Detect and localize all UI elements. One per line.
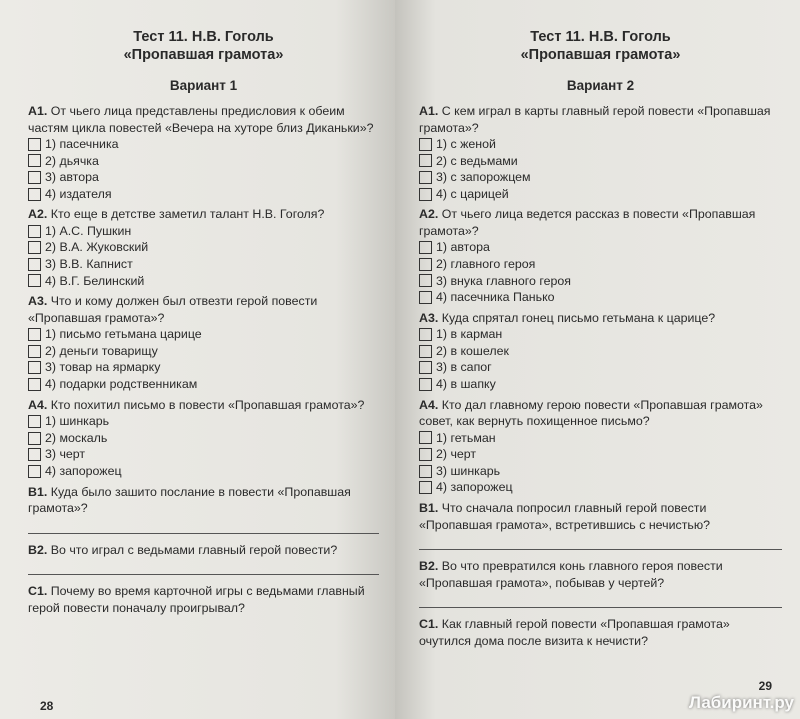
variant-heading: Вариант 2: [566, 78, 635, 93]
answer-option[interactable]: [28, 223, 379, 240]
option-label: 3) автора: [45, 170, 99, 185]
option-label: 1) пасечника: [45, 137, 119, 151]
test-title: Тест 11. Н.В. Гоголь: [133, 29, 274, 45]
answer-options: [419, 136, 782, 202]
checkbox[interactable]: [419, 448, 432, 461]
option-label: 2) деньги товарищу: [45, 343, 158, 358]
option-label: 2) главного героя: [436, 256, 536, 271]
option-label: 4) запорожец: [436, 480, 513, 495]
option-label: 2) черт: [436, 447, 477, 462]
question-number: A3.: [28, 294, 48, 309]
checkbox[interactable]: [28, 274, 41, 287]
question-body: Как главный герой повести «Пропавшая грамота» очутился дома после визита к нечисти?: [419, 617, 730, 648]
test-title: Тест 11. Н.В. Гоголь: [530, 29, 671, 45]
checkbox[interactable]: [28, 465, 41, 478]
question-number: A2.: [419, 207, 439, 222]
question-text: [419, 206, 782, 239]
option-label: 3) в сапог: [436, 360, 492, 375]
checkbox[interactable]: [28, 448, 41, 461]
open-question: [419, 558, 782, 591]
answer-option[interactable]: [419, 136, 782, 153]
question-text: [419, 397, 782, 430]
open-question: [419, 616, 782, 649]
question-number: B1.: [28, 484, 48, 499]
option-label: 1) письмо гетьмана царице: [45, 327, 202, 342]
checkbox[interactable]: [419, 328, 432, 341]
question-list: [28, 103, 379, 616]
answer-option[interactable]: [28, 273, 379, 290]
option-label: 4) с царицей: [436, 186, 509, 201]
answer-option[interactable]: [28, 463, 379, 480]
checkbox[interactable]: [419, 171, 432, 184]
option-label: 4) запорожец: [45, 463, 122, 478]
option-label: 4) В.Г. Белинский: [45, 273, 145, 288]
checkbox[interactable]: [419, 291, 432, 304]
question-number: A1.: [419, 104, 439, 118]
option-label: 2) В.А. Жуковский: [45, 240, 149, 255]
question-body: Куда спрятал гонец письмо гетьмана к царице?: [441, 310, 716, 325]
answer-option[interactable]: [28, 413, 379, 430]
checkbox[interactable]: [419, 188, 432, 201]
option-label: 4) подарки родственникам: [45, 377, 198, 392]
question-text: [28, 293, 379, 326]
option-label: 3) внука главного героя: [436, 273, 572, 288]
answer-option[interactable]: [28, 343, 379, 360]
answer-option[interactable]: [28, 239, 379, 256]
open-question: [419, 500, 782, 533]
option-label: 2) москаль: [45, 430, 108, 445]
option-label: 1) шинкарь: [45, 414, 110, 429]
answer-option[interactable]: [419, 239, 782, 256]
page-number: 28: [40, 699, 54, 713]
option-label: 1) с женой: [436, 137, 496, 151]
option-label: 4) пасечника Панько: [436, 290, 555, 305]
option-label: 1) гетьман: [436, 430, 496, 445]
checkbox[interactable]: [28, 258, 41, 271]
question-text: [28, 397, 379, 414]
question-text: [419, 103, 782, 136]
checkbox[interactable]: [28, 415, 41, 428]
option-label: 1) А.С. Пушкин: [45, 223, 132, 238]
option-label: 1) в карман: [436, 327, 503, 342]
checkbox[interactable]: [419, 431, 432, 444]
checkbox[interactable]: [28, 171, 41, 184]
answer-option[interactable]: [419, 256, 782, 273]
answer-option[interactable]: [28, 169, 379, 186]
question-body: Кто еще в детстве заметил талант Н.В. Гоголя?: [50, 207, 325, 222]
answer-option[interactable]: [28, 136, 379, 153]
answer-line[interactable]: [419, 593, 782, 608]
open-question: [28, 583, 379, 616]
option-label: 1) автора: [436, 240, 490, 255]
answer-options: [28, 326, 379, 392]
option-label: 2) дьячка: [45, 153, 99, 168]
answer-option[interactable]: [419, 273, 782, 290]
question-number: A4.: [28, 397, 48, 412]
answer-option[interactable]: [28, 153, 379, 170]
question-number: A4.: [419, 397, 439, 412]
checkbox[interactable]: [28, 345, 41, 358]
answer-option[interactable]: [28, 430, 379, 447]
question-number: A3.: [419, 310, 439, 325]
answer-options: [28, 136, 379, 202]
open-question: [28, 542, 379, 559]
checkbox[interactable]: [419, 378, 432, 391]
answer-option[interactable]: [28, 326, 379, 343]
checkbox[interactable]: [28, 432, 41, 445]
option-label: 3) черт: [45, 447, 86, 462]
checkbox[interactable]: [28, 361, 41, 374]
left-page: [0, 0, 395, 719]
question-body: Что сначала попросил главный герой повести «Пропавшая грамота», встретившись с нечистью?: [419, 501, 711, 532]
option-label: 4) в шапку: [436, 377, 496, 392]
answer-option[interactable]: [419, 430, 782, 447]
test-subtitle: «Пропавшая грамота»: [520, 47, 681, 63]
option-label: 3) шинкарь: [436, 463, 501, 478]
answer-option[interactable]: [28, 446, 379, 463]
question-body: Во что играл с ведьмами главный герой повести?: [50, 542, 338, 557]
answer-option[interactable]: [28, 256, 379, 273]
option-label: 2) с ведьмами: [436, 153, 518, 168]
answer-option[interactable]: [419, 463, 782, 480]
question-number: C1.: [28, 584, 48, 598]
answer-options: [419, 430, 782, 496]
question-number: C1.: [419, 617, 439, 631]
question-body: Во что превратился конь главного героя повести «Пропавшая грамота», побывав у чертей?: [419, 559, 723, 590]
question-number: B1.: [419, 501, 439, 515]
answer-option[interactable]: [419, 186, 782, 203]
question-body: От чьего лица ведется рассказ в повести «Пропавшая грамота»?: [419, 207, 756, 238]
question-body: Почему во время карточной игры с ведьмами главный герой повести поначалу проигрывал?: [28, 584, 365, 615]
question-text: [28, 103, 379, 136]
checkbox[interactable]: [419, 241, 432, 254]
answer-option[interactable]: [28, 376, 379, 393]
watermark-logo: Лабиринт.ру: [688, 693, 794, 712]
checkbox[interactable]: [419, 465, 432, 478]
answer-options: [419, 239, 782, 305]
checkbox[interactable]: [28, 154, 41, 167]
answer-option[interactable]: [419, 376, 782, 393]
answer-line[interactable]: [419, 535, 782, 550]
answer-options: [419, 326, 782, 392]
answer-option[interactable]: [419, 359, 782, 376]
option-label: 3) с запорожцем: [436, 170, 531, 185]
checkbox[interactable]: [419, 154, 432, 167]
checkbox[interactable]: [28, 328, 41, 341]
option-label: 4) издателя: [45, 186, 112, 201]
answer-line[interactable]: [28, 560, 379, 575]
answer-option[interactable]: [419, 153, 782, 170]
checkbox[interactable]: [419, 361, 432, 374]
option-label: 2) в кошелек: [436, 343, 509, 358]
question-body: Кто похитил письмо в повести «Пропавшая грамота»?: [50, 397, 365, 412]
question-body: Куда было зашито послание в повести «Пропавшая грамота»?: [28, 484, 351, 515]
answer-option[interactable]: [419, 326, 782, 343]
question-number: A1.: [28, 104, 48, 118]
question-list: [419, 103, 782, 649]
checkbox[interactable]: [28, 188, 41, 201]
question-body: Что и кому должен был отвезти герой повести «Пропавшая грамота»?: [28, 294, 318, 325]
question-number: B2.: [419, 559, 439, 573]
answer-option[interactable]: [28, 359, 379, 376]
option-label: 3) В.В. Капнист: [45, 257, 133, 272]
checkbox[interactable]: [419, 138, 432, 151]
answer-option[interactable]: [419, 343, 782, 360]
checkbox[interactable]: [28, 138, 41, 151]
answer-options: [28, 223, 379, 289]
question-text: [28, 206, 379, 223]
question-body: От чьего лица представлены предисловия к обеим частям цикла повестей «Вечера на хуторе близ Диканьки»?: [28, 104, 374, 135]
page-number: 29: [758, 679, 772, 693]
question-text: [419, 310, 782, 327]
answer-option[interactable]: [419, 169, 782, 186]
answer-option[interactable]: [419, 446, 782, 463]
answer-options: [28, 413, 379, 479]
checkbox[interactable]: [419, 345, 432, 358]
right-page: [395, 0, 800, 719]
test-subtitle: «Пропавшая грамота»: [123, 47, 284, 63]
checkbox[interactable]: [419, 274, 432, 287]
answer-option[interactable]: [419, 479, 782, 496]
checkbox[interactable]: [28, 378, 41, 391]
question-number: A2.: [28, 207, 48, 222]
variant-heading: Вариант 1: [169, 78, 238, 93]
checkbox[interactable]: [28, 241, 41, 254]
question-body: С кем играл в карты главный герой повести «Пропавшая грамота»?: [419, 104, 771, 135]
open-question: [28, 484, 379, 517]
checkbox[interactable]: [28, 225, 41, 238]
question-body: Кто дал главному герою повести «Пропавшая грамота» совет, как вернуть похищенное письмо?: [419, 397, 763, 429]
answer-option[interactable]: [28, 186, 379, 203]
answer-option[interactable]: [419, 289, 782, 306]
answer-line[interactable]: [28, 519, 379, 534]
question-number: B2.: [28, 542, 48, 557]
option-label: 3) товар на ярмарку: [45, 360, 161, 375]
checkbox[interactable]: [419, 481, 432, 494]
checkbox[interactable]: [419, 258, 432, 271]
